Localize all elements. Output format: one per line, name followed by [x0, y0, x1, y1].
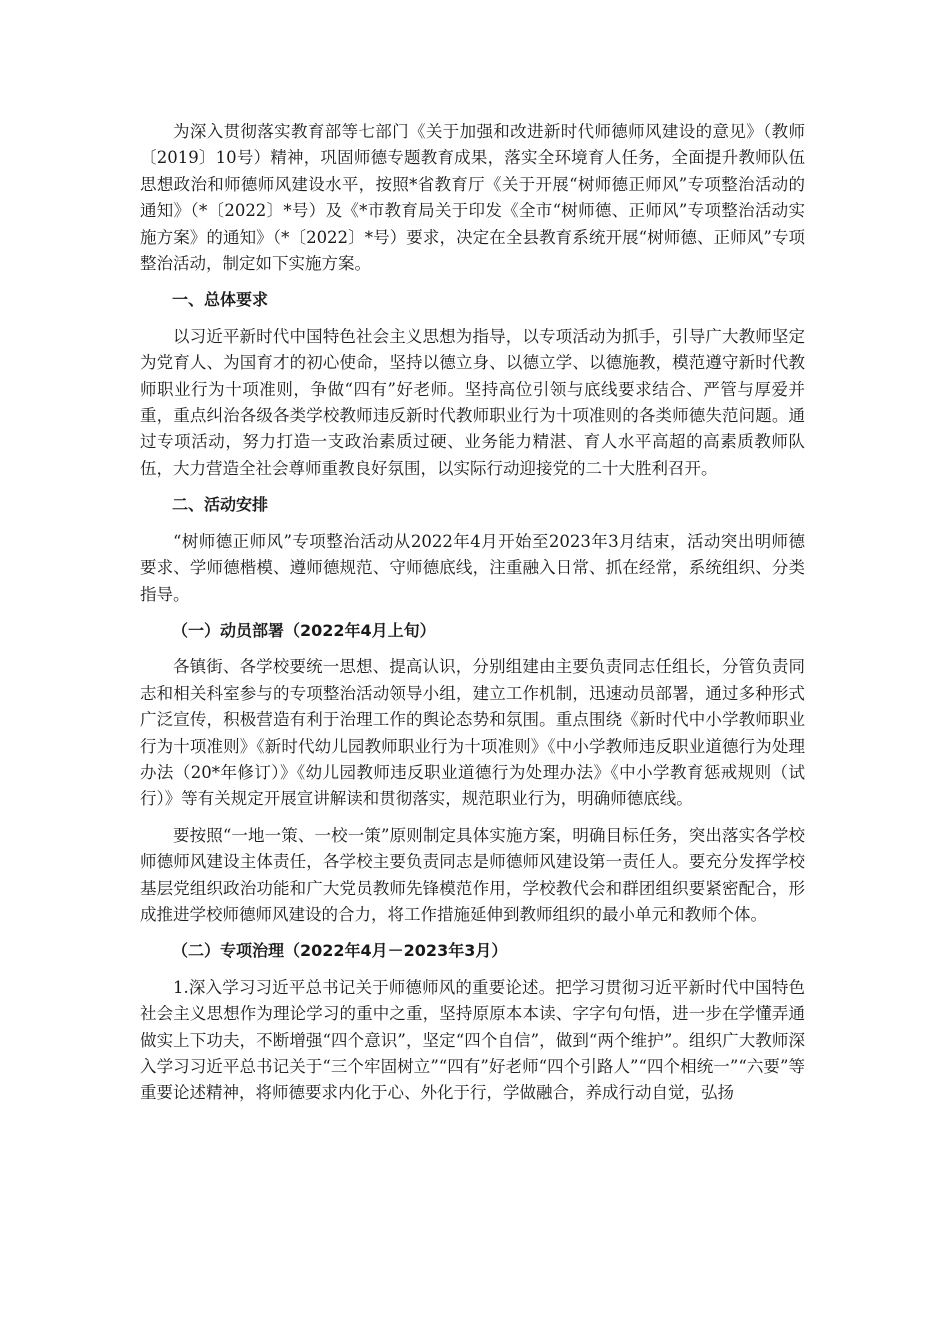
mobilization-paragraph-2: 要按照“一地一策、一校一策”原则制定具体实施方案，明确目标任务，突出落实各学校师德师风建设主体责任，各学校主要负责同志是师德师风建设第一责任人。要充分发挥学校基层党组织政治功能和广大党员教师先锋模范作用，学校教代会和群团组织要紧密配合，形成推进学校师德师风建设的合力，将工作措施延伸到教师组织的最小单元和教师个体。 [140, 825, 805, 924]
special-governance-paragraph-1: 1.深入学习习近平总书记关于师德师风的重要论述。把学习贯彻习近平新时代中国特色社会主义思想作为理论学习的重中之重，坚持原原本本读、字字句句悟，进一步在学懂弄通做实上下功夫，不断增强“四个意识”，坚定“四个自信”，做到“两个维护”。组织广大教师深入学习习近平总书记关于“三个牢固树立”“四有”好老师“四个引路人”“四个相统一”“六要”等重要论述精神，将师德要求内化于心、外化于行，学做融合，养成行动自觉，弘扬 [140, 977, 805, 1103]
section-heading-activity-arrangement: 二、活动安排 [172, 495, 269, 515]
activity-arrangement-paragraph: “树师德正师风”专项整治活动从2022年4月开始至2023年3月结束，活动突出明师德要求、学师德楷模、遵师德规范、守师德底线，注重融入日常、抓在经常，系统组织、分类指导。 [140, 531, 805, 604]
subsection-heading-special-governance: （二）专项治理（2022年4月－2023年3月） [172, 941, 508, 961]
general-requirements-paragraph: 以习近平新时代中国特色社会主义思想为指导，以专项活动为抓手，引导广大教师坚定为党育人、为国育才的初心使命，坚持以德立身、以德立学、以德施教，模范遵守新时代教师职业行为十项准则，争做“四有”好老师。坚持高位引领与底线要求结合、严管与厚爱并重，重点纠治各级各类学校教师违反新时代教师职业行为十项准则的各类师德失范问题。通过专项活动，努力打造一支政治素质过硬、业务能力精湛、育人水平高超的高素质教师队伍，大力营造全社会尊师重教良好氛围，以实际行动迎接党的二十大胜利召开。 [140, 326, 805, 478]
intro-paragraph: 为深入贯彻落实教育部等七部门《关于加强和改进新时代师德师风建设的意见》（教师〔2019〕10号）精神，巩固师德专题教育成果，落实全环境育人任务，全面提升教师队伍思想政治和师德师风建设水平，按照*省教育厅《关于开展“树师德正师风”专项整治活动的通知》（*〔2022〕*号）及《*市教育局关于印发《全市“树师德、正师风”专项整治活动实施方案》的通知》（*〔2022〕*号）要求，决定在全县教育系统开展“树师德、正师风”专项整治活动，制定如下实施方案。 [140, 122, 805, 274]
document-page [140, 119, 805, 1117]
section-heading-general-requirements: 一、总体要求 [172, 290, 269, 310]
subsection-heading-mobilization: （一）动员部署（2022年4月上旬） [172, 620, 436, 640]
mobilization-paragraph-1: 各镇街、各学校要统一思想、提高认识，分别组建由主要负责同志任组长，分管负责同志和相关科室参与的专项整治活动领导小组，建立工作机制，迅速动员部署，通过多种形式广泛宣传，积极营造有利于治理工作的舆论态势和氛围。重点围绕《新时代中小学教师职业行为十项准则》《新时代幼儿园教师职业行为十项准则》《中小学教师违反职业道德行为处理办法（20*年修订）》《幼儿园教师违反职业道德行为处理办法》《中小学教育惩戒规则（试行）》等有关规定开展宣讲解读和贯彻落实，规范职业行为，明确师德底线。 [140, 657, 805, 809]
